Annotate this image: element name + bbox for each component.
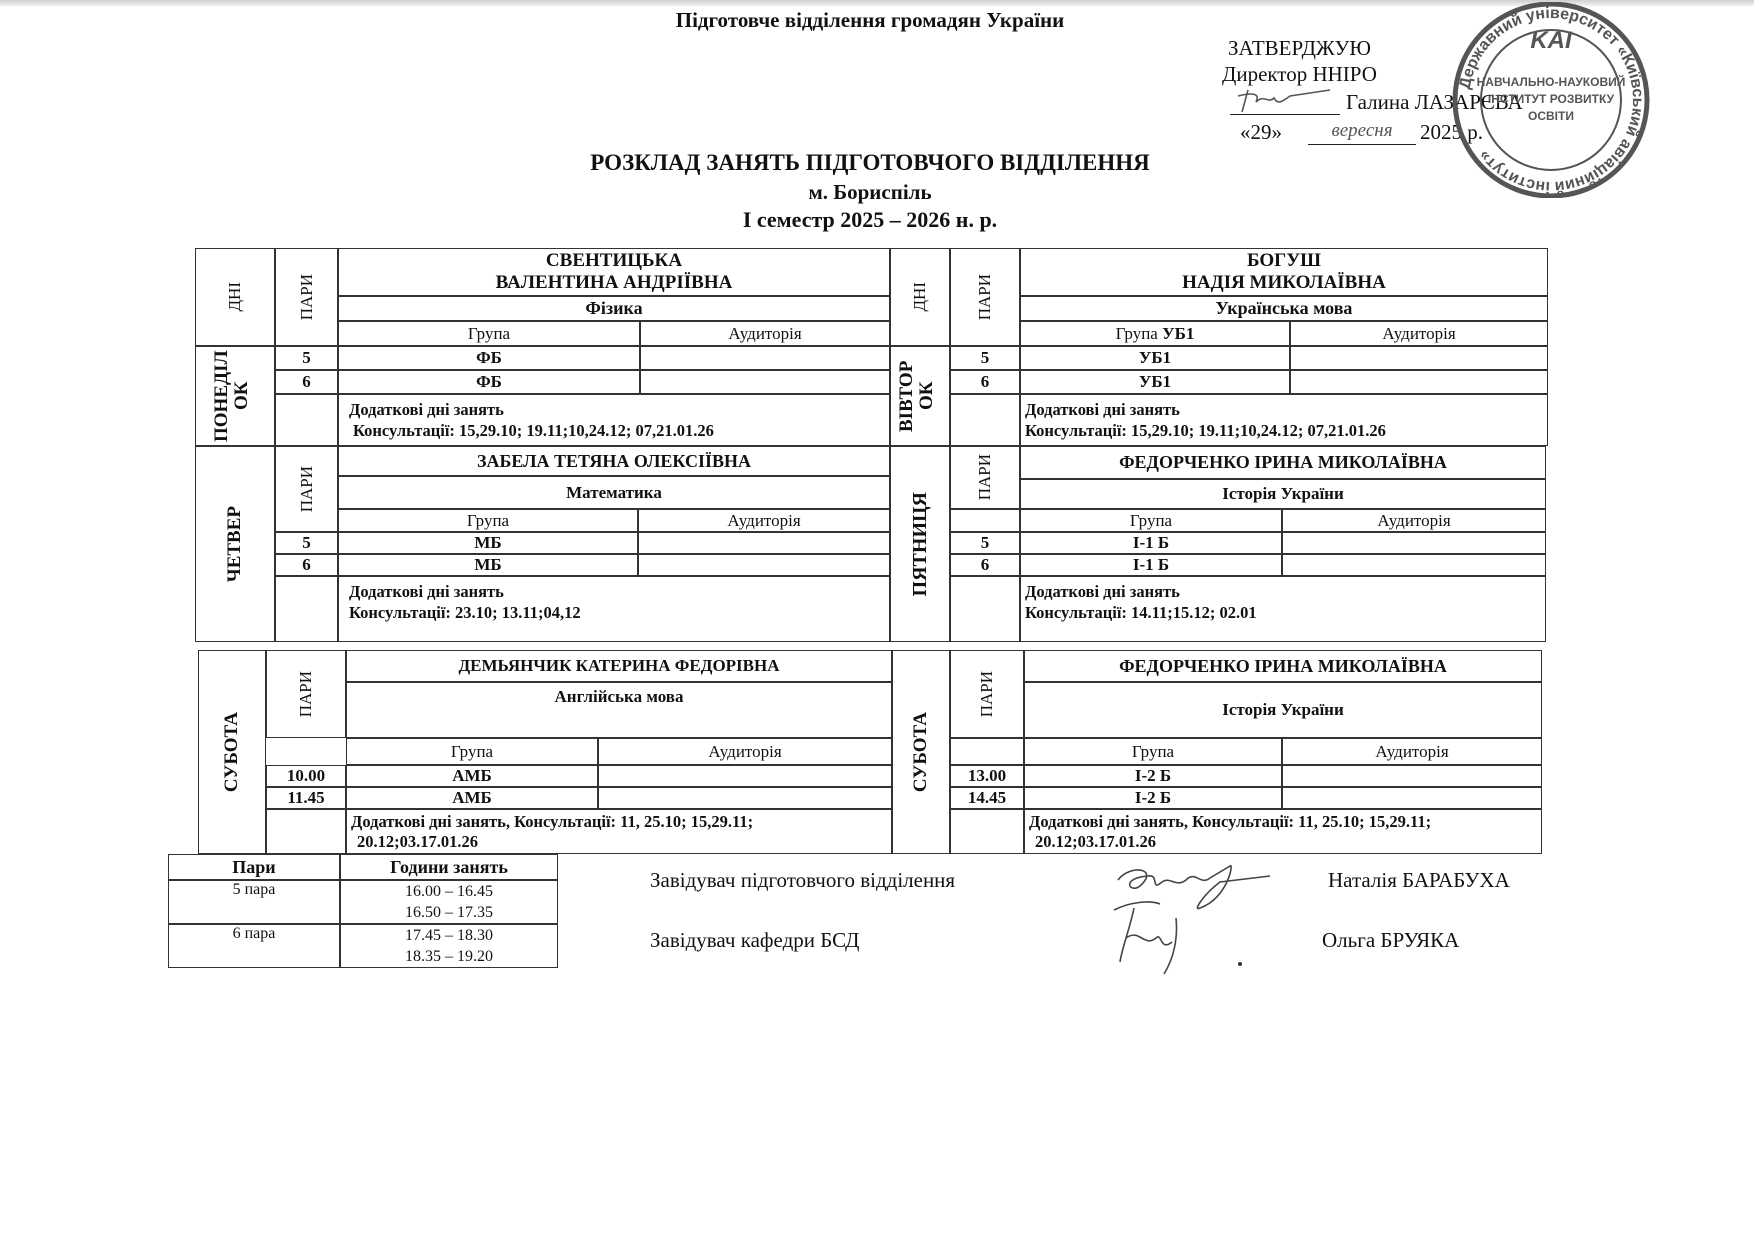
extra-days: Додаткові дні занять Консультації: 15,29.10; 19.11;10,24.12; 07,21.01.26 [338, 394, 890, 446]
subject: Англійська мова [346, 682, 892, 738]
day-label: ВІВТОР ОК [896, 360, 937, 432]
svg-text:KAI: KAI [1530, 27, 1572, 54]
teacher-name: БОГУШ НАДІЯ МИКОЛАЇВНА [1020, 248, 1548, 296]
group-cell: АМБ [346, 787, 598, 809]
group-header: Група [338, 509, 638, 532]
day-label: СУБОТА [910, 711, 931, 793]
group-cell: УБ1 [1020, 346, 1290, 370]
pairs-header: ПАРИ [975, 454, 994, 501]
pairs-header: ПАРИ [977, 670, 996, 718]
group-header: Група [346, 738, 598, 765]
room-cell [640, 346, 890, 370]
pair-number: 6 [950, 554, 1020, 576]
group-cell: МБ [338, 532, 638, 554]
pair-time: 11.45 [266, 787, 346, 809]
extra-days: Додаткові дні занять, Консультації: 11, 25.10; 15,29.11; 20.12;03.17.01.26 [346, 809, 892, 854]
day-label: ЧЕТВЕР [224, 505, 245, 583]
pair-number: 5 [950, 346, 1020, 370]
room-header: Аудиторія [598, 738, 892, 765]
signature-position: Завідувач кафедри БСД [650, 928, 860, 952]
teacher-name: ФЕДОРЧЕНКО ІРИНА МИКОЛАЇВНА [1020, 446, 1546, 479]
subject: Математика [338, 476, 890, 509]
pair-number: 6 [950, 370, 1020, 394]
group-cell: ФБ [338, 370, 640, 394]
room-header: Аудиторія [640, 321, 890, 346]
room-cell [598, 787, 892, 809]
pair-time: 10.00 [266, 765, 346, 787]
group-header: Група [1020, 509, 1282, 532]
svg-text:НАВЧАЛЬНО-НАУКОВИЙ: НАВЧАЛЬНО-НАУКОВИЙ [1476, 75, 1626, 89]
room-cell [1282, 787, 1542, 809]
group-cell: І-2 Б [1024, 765, 1282, 787]
signature-name: Ольга БРУЯКА [1322, 928, 1460, 952]
pairs-header: ПАРИ [296, 465, 316, 513]
teacher-name: СВЕНТИЦЬКА ВАЛЕНТИНА АНДРІЇВНА [338, 248, 890, 296]
pair-time: 14.45 [950, 787, 1024, 809]
extra-days: Додаткові дні занять Консультації: 15,29.10; 19.11;10,24.12; 07,21.01.26 [1020, 394, 1548, 446]
group-header: Група УБ1 [1020, 321, 1290, 346]
group-cell: УБ1 [1020, 370, 1290, 394]
room-cell [598, 765, 892, 787]
room-cell [1282, 532, 1546, 554]
hours-time: 16.00 – 16.45 16.50 – 17.35 [340, 880, 558, 924]
svg-text:ІНСТИТУТ РОЗВИТКУ: ІНСТИТУТ РОЗВИТКУ [1487, 92, 1615, 106]
extra-days: Додаткові дні занять, Консультації: 11, 25.10; 15,29.11; 20.12;03.17.01.26 [1024, 809, 1542, 854]
group-cell: ФБ [338, 346, 640, 370]
room-cell [1282, 765, 1542, 787]
svg-text:ОСВІТИ: ОСВІТИ [1528, 109, 1574, 123]
extra-days: Додаткові дні занять Консультації: 23.10; 13.11;04,12 [338, 576, 890, 642]
group-cell: АМБ [346, 765, 598, 787]
pair-number: 5 [950, 532, 1020, 554]
extra-days: Додаткові дні занять Консультації: 14.11;15.12; 02.01 [1020, 576, 1546, 642]
pairs-header: ПАРИ [296, 670, 315, 718]
signature-position: Завідувач підготовчого відділення [650, 868, 956, 892]
pairs-header: ПАРИ [975, 273, 994, 321]
hours-pair: 5 пара [168, 880, 340, 924]
approve-signature [1234, 86, 1334, 116]
days-header: ДНІ [910, 282, 929, 312]
approve-date-year: 2025 р. [1420, 120, 1483, 144]
approve-signature-line [1230, 92, 1340, 115]
day-label: СУБОТА [221, 711, 242, 793]
page-title: РОЗКЛАД ЗАНЯТЬ ПІДГОТОВЧОГО ВІДДІЛЕННЯ [590, 150, 1150, 175]
room-cell [638, 532, 890, 554]
group-cell: І-1 Б [1020, 532, 1282, 554]
approve-date-day: «29» [1240, 120, 1282, 144]
approve-position: Директор ННІРО [1222, 62, 1377, 86]
hours-time: 17.45 – 18.30 18.35 – 19.20 [340, 924, 558, 968]
group-cell: І-2 Б [1024, 787, 1282, 809]
approve-label: ЗАТВЕРДЖУЮ [1228, 36, 1371, 60]
room-cell [1282, 554, 1546, 576]
room-header: Аудиторія [1282, 738, 1542, 765]
semester: І семестр 2025 – 2026 н. р. [742, 207, 998, 232]
room-cell [638, 554, 890, 576]
pair-time: 13.00 [950, 765, 1024, 787]
pair-number: 6 [275, 554, 338, 576]
signature-name: Наталія БАРАБУХА [1328, 868, 1510, 892]
subject: Історія України [1020, 479, 1546, 509]
day-label: ПОНЕДІЛ ОК [211, 350, 252, 442]
room-header: Аудиторія [1282, 509, 1546, 532]
subject: Фізика [338, 296, 890, 321]
subject: Українська мова [1020, 296, 1548, 321]
group-header: Група [1024, 738, 1282, 765]
teacher-name: ФЕДОРЧЕНКО ІРИНА МИКОЛАЇВНА [1024, 650, 1542, 682]
handwritten-signatures [1100, 858, 1320, 978]
approve-name: Галина ЛАЗАРЄВА [1346, 90, 1523, 114]
group-cell: І-1 Б [1020, 554, 1282, 576]
room-header: Аудиторія [638, 509, 890, 532]
approve-date-month: вересня [1308, 120, 1416, 145]
room-cell [1290, 370, 1548, 394]
hours-pair: 6 пара [168, 924, 340, 968]
days-header: ДНІ [225, 282, 244, 312]
room-cell [1290, 346, 1548, 370]
svg-text:Державний університет «Київськ: Державний університет «Київський авіаційний інститут» [1456, 4, 1647, 196]
teacher-name: ЗАБЕЛА ТЕТЯНА ОЛЕКСІЇВНА [338, 446, 890, 476]
pair-number: 5 [275, 532, 338, 554]
room-cell [640, 370, 890, 394]
day-label: ПЯТНИЦЯ [908, 491, 931, 597]
hours-header-times: Години занять [340, 854, 558, 880]
pairs-header: ПАРИ [296, 273, 316, 321]
institution-stamp [1448, 2, 1654, 198]
pair-number: 5 [275, 346, 338, 370]
city: м. Бориспіль [808, 180, 932, 204]
teacher-name: ДЕМЬЯНЧИК КАТЕРИНА ФЕДОРІВНА [346, 650, 892, 682]
pair-number: 6 [275, 370, 338, 394]
room-header: Аудиторія [1290, 321, 1548, 346]
subject: Історія України [1024, 682, 1542, 738]
department-title: Підготовче відділення громадян України [675, 8, 1065, 32]
group-header: Група [338, 321, 640, 346]
group-cell: МБ [338, 554, 638, 576]
hours-header-pairs: Пари [168, 854, 340, 880]
